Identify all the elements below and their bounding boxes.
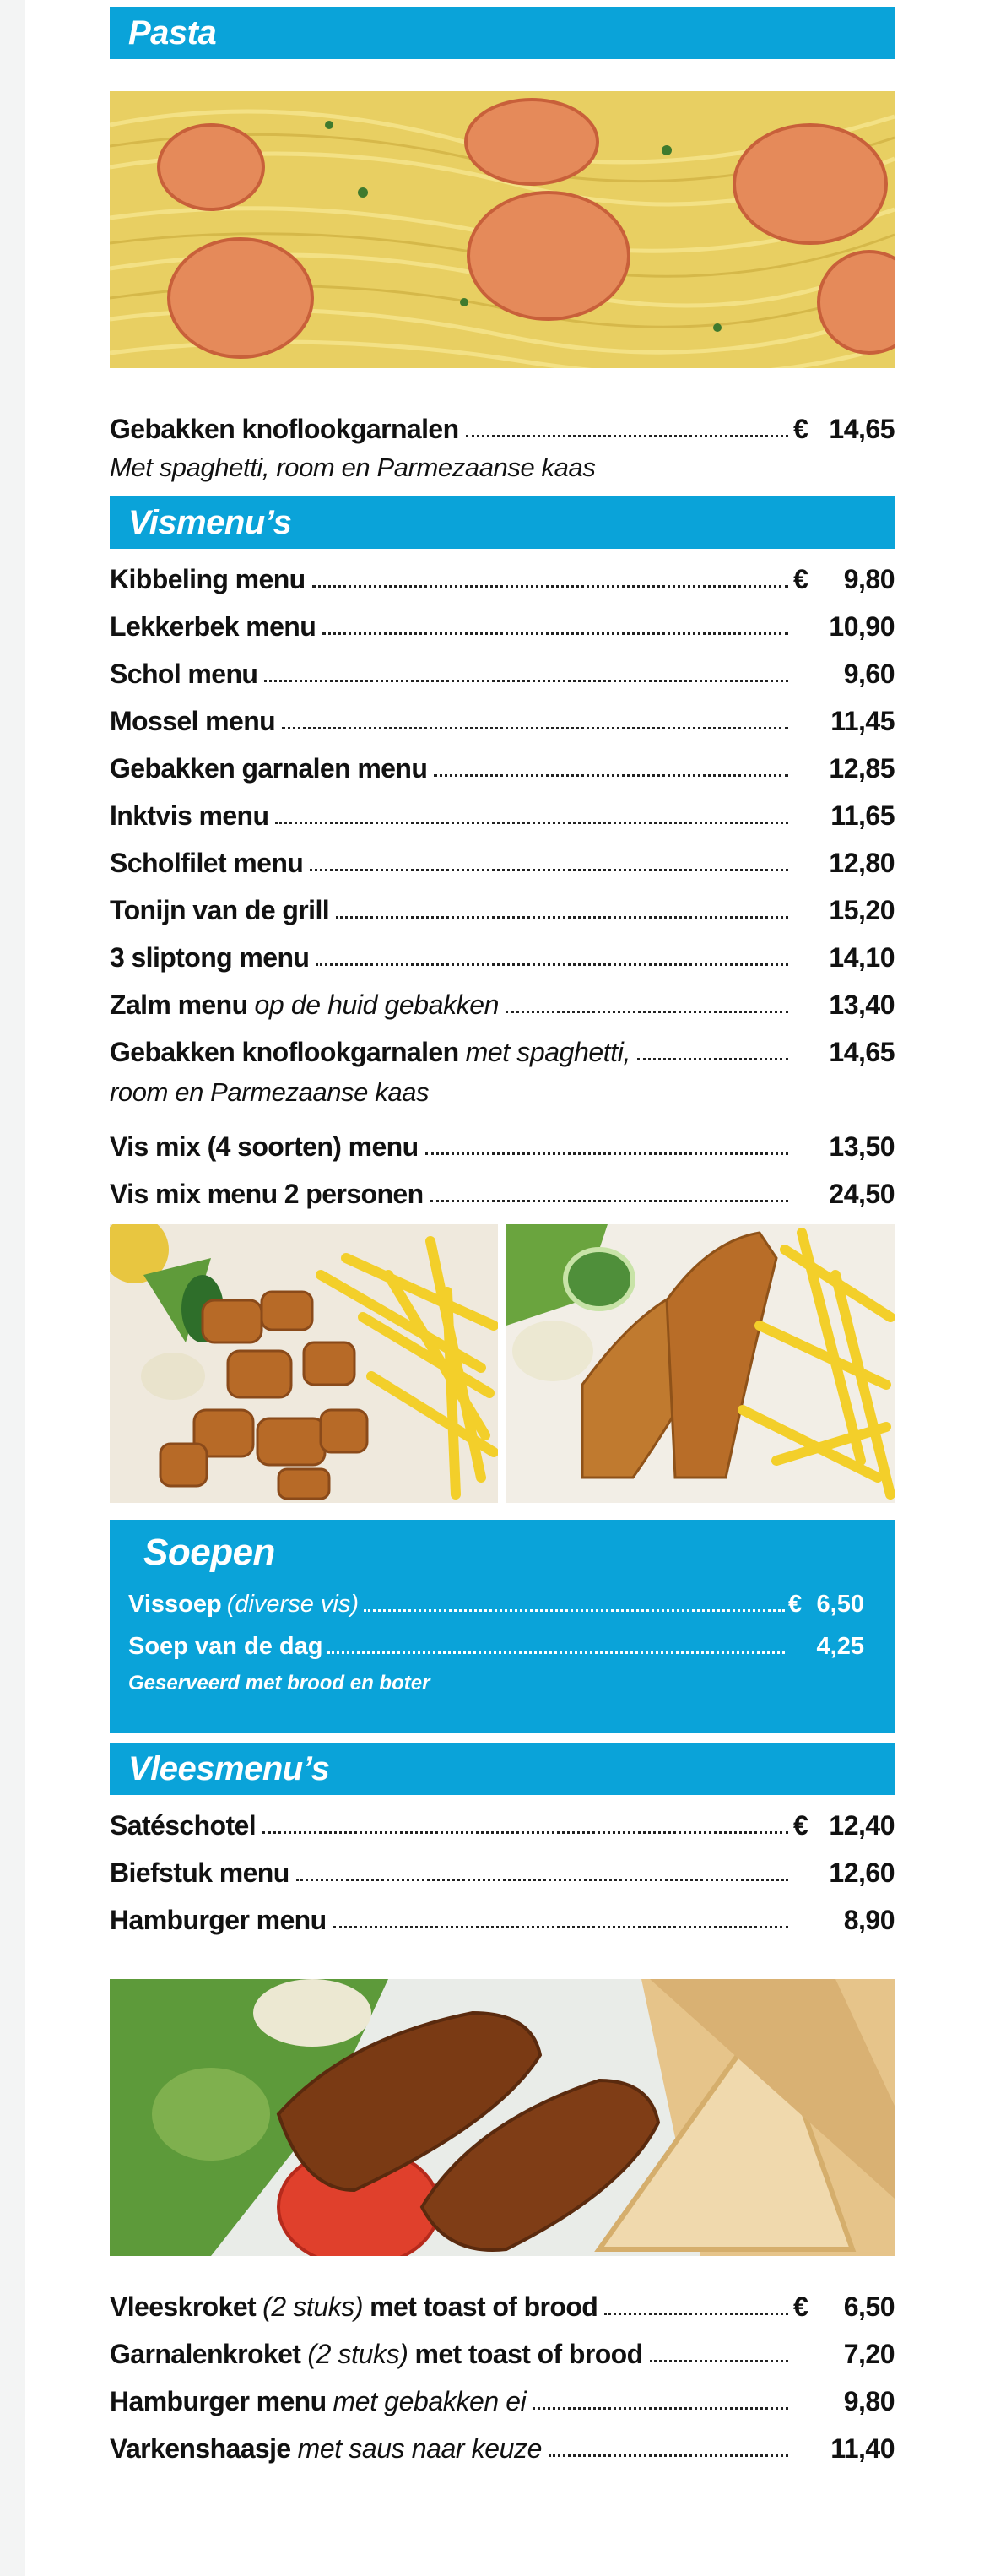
item-note: met gebakken ei [333, 2386, 527, 2416]
croquette-toast-photo [110, 1979, 895, 2256]
dot-leader [430, 1200, 788, 1202]
item-price: 13,40 [829, 990, 895, 1020]
item-price: 11,65 [830, 800, 895, 831]
dot-leader [533, 2407, 788, 2410]
item-name: Tonijn van de grill [110, 895, 330, 925]
item-name: Lekkerbek menu [110, 611, 316, 642]
dot-leader [310, 869, 788, 871]
dot-leader [637, 1058, 788, 1060]
item-price: 12,60 [829, 1857, 895, 1888]
item-price: 11,45 [830, 706, 895, 736]
item-name: Inktvis menu [110, 800, 269, 831]
soepen-box [110, 1520, 895, 1733]
item-name: Varkenshaasje [110, 2433, 291, 2464]
menu-item-row [110, 562, 895, 596]
item-note: met saus naar keuze [297, 2433, 543, 2464]
item-price: 12,85 [829, 753, 895, 784]
menu-item-row [110, 412, 895, 446]
dot-leader [604, 2313, 788, 2315]
item-name-suffix: met toast of brood [370, 2291, 598, 2322]
item-price: 14,65 [829, 414, 895, 444]
dot-leader [466, 435, 788, 437]
fish-fillet-photo [506, 1224, 895, 1503]
pasta-banner: Pasta [110, 7, 895, 59]
dot-leader [316, 963, 788, 966]
menu-item-row [110, 2384, 895, 2418]
item-price: 12,80 [829, 848, 895, 878]
menu-item-row [110, 1809, 895, 1842]
euro-sign: € [793, 414, 808, 444]
item-name-suffix: met toast of brood [414, 2339, 643, 2369]
dot-leader [425, 1152, 788, 1155]
item-name: Schol menu [110, 659, 258, 689]
soepen-title: Soepen [143, 1532, 275, 1573]
menu-item-row [110, 941, 895, 974]
dot-leader [312, 585, 788, 588]
item-name: Hamburger menu [110, 1905, 327, 1935]
item-name: Vis mix menu 2 personen [110, 1179, 424, 1209]
item-name: 3 sliptong menu [110, 942, 310, 973]
dot-leader [333, 1926, 788, 1928]
euro-sign: € [788, 1591, 803, 1618]
item-name: Hamburger menu [110, 2386, 327, 2416]
menu-item-row [110, 846, 895, 880]
item-price: 12,40 [829, 1810, 895, 1841]
menu-item-row [128, 1589, 864, 1619]
pasta-shrimp-photo [110, 91, 895, 368]
item-price: 15,20 [829, 895, 895, 925]
item-description: Met spaghetti, room en Parmezaanse kaas [110, 453, 596, 482]
dot-leader [296, 1879, 788, 1881]
dot-leader [434, 774, 788, 777]
dot-leader [264, 680, 788, 682]
euro-sign: € [793, 564, 808, 594]
item-price: 13,50 [829, 1131, 895, 1162]
item-name: Garnalenkroket [110, 2339, 301, 2369]
item-note: (2 stuks) [307, 2339, 408, 2369]
fried-fish-photo [110, 1224, 498, 1503]
dot-leader [275, 822, 788, 824]
item-price: 6,50 [843, 2291, 895, 2322]
menu-item-row [110, 1035, 895, 1069]
dot-leader [364, 1609, 785, 1612]
dot-leader [262, 1831, 788, 1834]
item-name: Satéschotel [110, 1810, 257, 1841]
menu-item-row [110, 1177, 895, 1211]
menu-item-row [110, 657, 895, 691]
euro-sign: € [793, 1810, 808, 1841]
item-name: Mossel menu [110, 706, 276, 736]
menu-item-row [110, 704, 895, 738]
vleesmenu-banner: Vleesmenu’s [110, 1743, 895, 1795]
soepen-served-note: Geserveerd met brood en boter [128, 1672, 430, 1695]
dot-leader [282, 727, 788, 729]
item-note: met spaghetti, [465, 1037, 630, 1067]
menu-item-row [110, 2432, 895, 2465]
item-price: 14,65 [829, 1037, 895, 1067]
dot-leader [650, 2360, 788, 2362]
menu-item-row [110, 610, 895, 643]
item-name: Gebakken knoflookgarnalen [110, 1037, 459, 1067]
item-name: Kibbeling menu [110, 564, 306, 594]
item-price: 8,90 [843, 1905, 895, 1935]
dot-leader [322, 632, 788, 635]
item-description: room en Parmezaanse kaas [110, 1077, 430, 1107]
item-note: (2 stuks) [262, 2291, 364, 2322]
menu-item-row [110, 1856, 895, 1890]
menu-item-row [110, 2290, 895, 2324]
menu-item-row [110, 2337, 895, 2371]
item-price: 6,50 [816, 1591, 864, 1618]
item-price: 7,20 [843, 2339, 895, 2369]
menu-item-row [128, 1631, 864, 1662]
item-price: 24,50 [829, 1179, 895, 1209]
item-note: (diverse vis) [226, 1591, 360, 1618]
menu-item-row [110, 751, 895, 785]
item-name: Scholfilet menu [110, 848, 304, 878]
item-price: 10,90 [829, 611, 895, 642]
item-name: Vis mix (4 soorten) menu [110, 1131, 419, 1162]
item-name: Gebakken knoflookgarnalen [110, 414, 459, 444]
item-name: Gebakken garnalen menu [110, 753, 428, 784]
item-price: 9,60 [843, 659, 895, 689]
item-name: Vissoep [128, 1591, 222, 1618]
menu-item-row [110, 1903, 895, 1937]
item-price: 9,80 [843, 2386, 895, 2416]
euro-sign: € [793, 2291, 808, 2322]
menu-item-row [110, 893, 895, 927]
item-name: Zalm menu [110, 990, 248, 1020]
item-name: Biefstuk menu [110, 1857, 289, 1888]
menu-item-row [110, 1130, 895, 1163]
item-name: Soep van de dag [128, 1633, 323, 1660]
item-price: 11,40 [830, 2433, 895, 2464]
item-name: Vleeskroket [110, 2291, 257, 2322]
dot-leader [327, 1651, 785, 1654]
dot-leader [506, 1011, 788, 1013]
item-price: 14,10 [829, 942, 895, 973]
dot-leader [549, 2454, 788, 2457]
menu-item-row [110, 799, 895, 832]
vismenu-banner: Vismenu’s [110, 496, 895, 549]
item-price: 9,80 [843, 564, 895, 594]
item-note: op de huid gebakken [254, 990, 500, 1020]
menu-item-row [110, 988, 895, 1022]
item-price: 4,25 [816, 1633, 864, 1660]
dot-leader [336, 916, 788, 919]
